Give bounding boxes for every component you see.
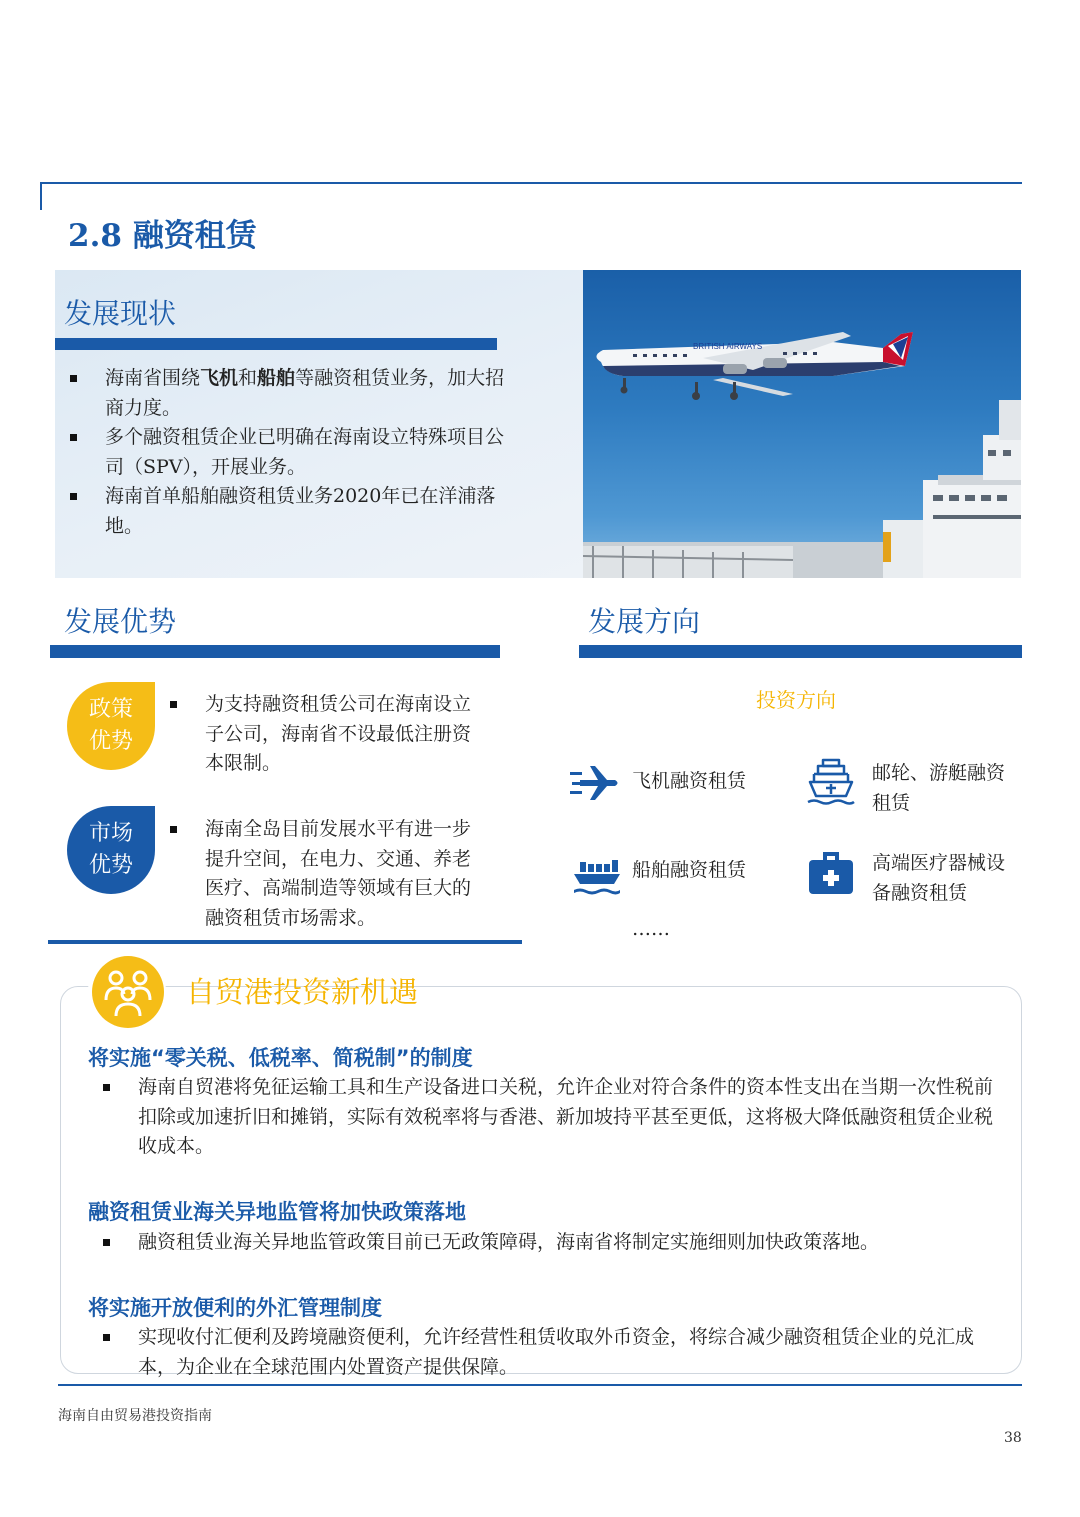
policy-advantage-item: 为支持融资租赁公司在海南设立子公司，海南省不设最低注册资本限制。 — [155, 690, 475, 779]
policy-advantage-list — [155, 690, 475, 779]
top-divider-corner — [40, 182, 42, 210]
opportunity-title: 自贸港投资新机遇 — [186, 975, 419, 1009]
direction-heading-bar — [579, 645, 1022, 658]
cruise-ship-icon — [806, 756, 856, 806]
svg-text:BRITISH AIRWAYS: BRITISH AIRWAYS — [693, 342, 763, 351]
invest-direction-title: 投资方向 — [756, 688, 836, 712]
opportunity-list — [88, 1228, 993, 1258]
invest-more-ellipsis: …… — [632, 918, 670, 940]
opportunity-list — [88, 1323, 993, 1382]
opportunity-item: 海南自贸港将免征运输工具和生产设备进口关税，允许企业对符合条件的资本性支出在当期一次性税前扣除或加速折旧和摊销，实际有效税率将与香港、新加坡持平甚至更低，这将极大降低融资租赁企业税收成本。 — [88, 1073, 993, 1162]
invest-item-label: 高端医疗器械设备融资租赁 — [872, 852, 1006, 904]
opportunity-item: 融资租赁业海关异地监管政策目前已无政策障碍，海南省将制定实施细则加快政策落地。 — [88, 1228, 993, 1258]
market-advantage-badge: 市场 优势 — [67, 806, 155, 894]
status-heading: 发展现状 — [64, 297, 177, 330]
invest-item-label: 飞机融资租赁 — [632, 770, 747, 792]
invest-item-label: 邮轮、游艇融资租赁 — [872, 762, 1006, 814]
opportunity-item: 实现收付汇便利及跨境融资便利，允许经营性租赁收取外币资金，将综合减少融资租赁企业的兑汇成本，为企业在全球范围内处置资产提供保障。 — [88, 1323, 993, 1382]
status-heading-bar — [55, 338, 497, 350]
medical-kit-icon — [806, 848, 856, 898]
opportunity-subheading: 将实施“零关税、低税率、简税制”的制度 — [88, 1046, 473, 1070]
status-list — [55, 364, 505, 541]
advantages-heading: 发展优势 — [64, 605, 177, 638]
footer-divider — [58, 1384, 1022, 1386]
policy-advantage-badge: 政策 优势 — [67, 682, 155, 770]
cargo-ship-icon — [572, 848, 622, 898]
direction-heading: 发展方向 — [588, 605, 701, 638]
page-number: 38 — [1004, 1430, 1022, 1446]
section-title: 2.8 融资租赁 — [68, 218, 257, 254]
status-item: 多个融资租赁企业已明确在海南设立特殊项目公司（SPV），开展业务。 — [55, 423, 505, 482]
footer-document-title: 海南自由贸易港投资指南 — [58, 1408, 212, 1424]
top-divider — [40, 182, 1022, 184]
opportunity-subheading: 融资租赁业海关异地监管将加快政策落地 — [88, 1200, 466, 1224]
status-item: 海南首单船舶融资租赁业务2020年已在洋浦落地。 — [55, 482, 505, 541]
market-advantage-list — [155, 815, 475, 933]
opportunity-subheading: 将实施开放便利的外汇管理制度 — [88, 1296, 382, 1320]
status-item: 海南省围绕飞机和船舶等融资租赁业务，加大招商力度。 — [55, 364, 505, 423]
people-group-icon — [92, 956, 164, 1028]
advantages-bottom-rule — [48, 940, 522, 944]
opportunity-list — [88, 1073, 993, 1162]
invest-item-label: 船舶融资租赁 — [632, 859, 747, 881]
market-advantage-item: 海南全岛目前发展水平有进一步提升空间，在电力、交通、养老医疗、高端制造等领域有巨大的融资租赁市场需求。 — [155, 815, 475, 933]
airplane-icon — [570, 758, 620, 808]
advantages-heading-bar — [50, 645, 500, 658]
airplane-port-photo — [583, 270, 1021, 578]
